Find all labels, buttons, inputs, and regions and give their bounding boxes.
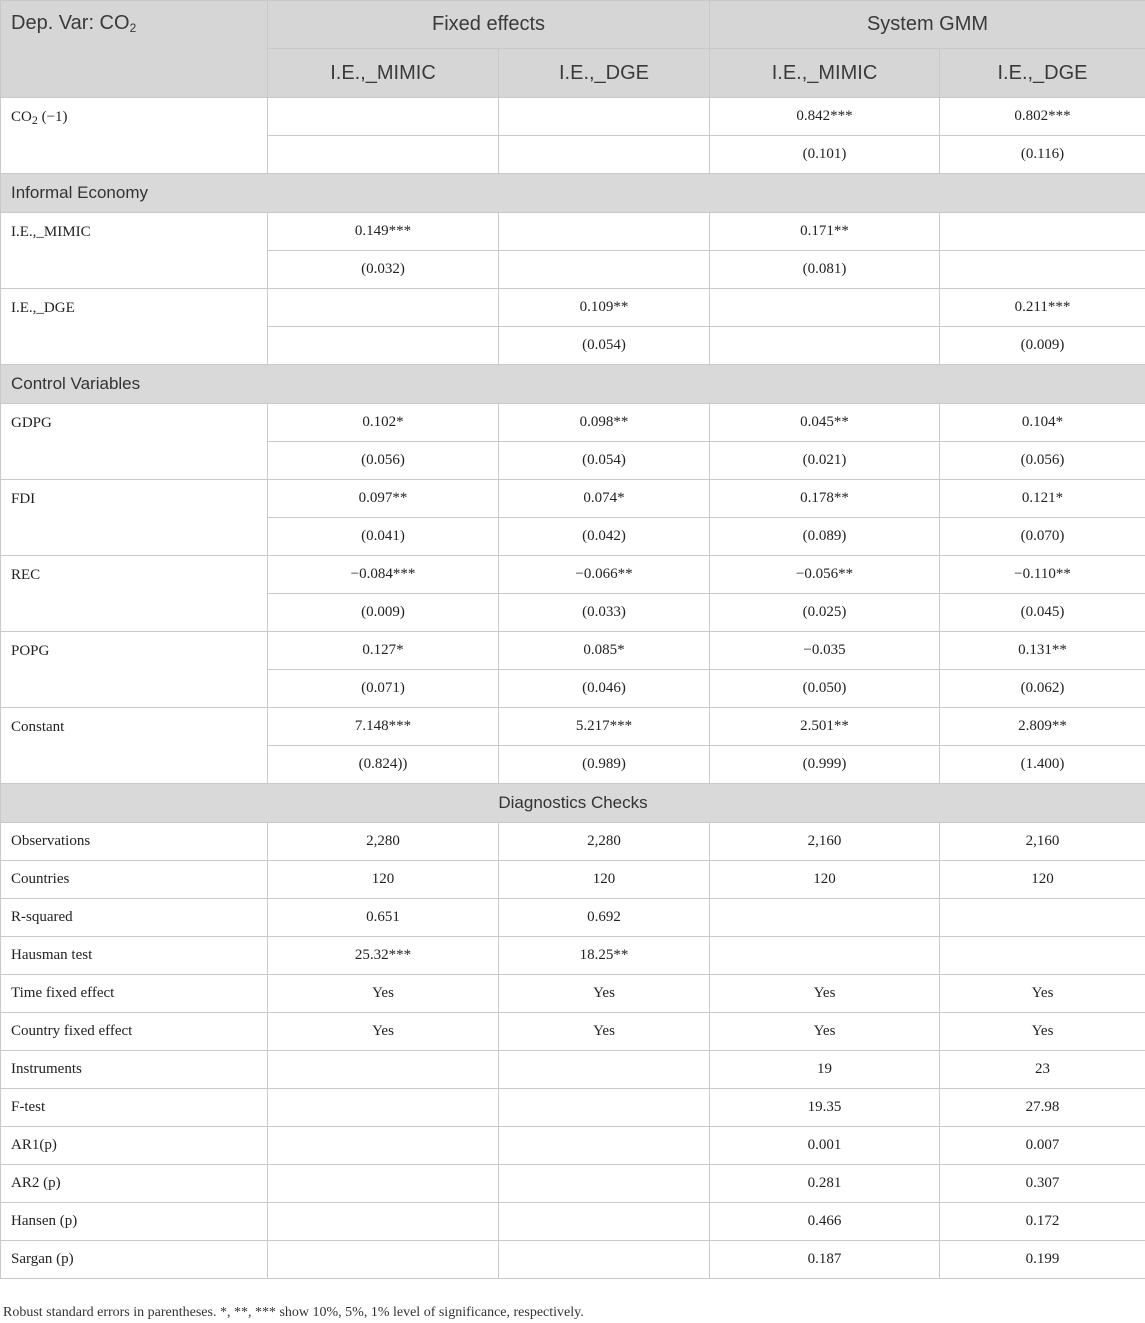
diagnostic-value-cell bbox=[940, 899, 1145, 937]
table-body bbox=[1, 98, 1145, 1279]
dependent-variable-header: Dep. Var: $CO_2$ bbox=[1, 1, 268, 98]
standard-error-cell: (0.101) bbox=[710, 136, 940, 174]
diagnostic-value-cell: Yes bbox=[499, 975, 710, 1013]
section-informal-economy bbox=[1, 174, 1145, 213]
column-header: I.E.,_MIMIC bbox=[268, 49, 499, 98]
row-label: FDI bbox=[1, 480, 268, 556]
row-label: I.E.,_MIMIC bbox=[1, 213, 268, 289]
coefficient-cell: 0.109** bbox=[499, 289, 710, 327]
column-header: I.E.,_MIMIC bbox=[710, 49, 940, 98]
diagnostic-value-cell: 2,280 bbox=[268, 823, 499, 861]
diagnostic-value-cell bbox=[710, 899, 940, 937]
diagnostic-value-cell bbox=[268, 1089, 499, 1127]
coefficient-cell: 0.171** bbox=[710, 213, 940, 251]
table-row bbox=[1, 213, 1145, 251]
row-label: Constant bbox=[1, 708, 268, 784]
diagnostic-value-cell: Yes bbox=[940, 975, 1145, 1013]
row-label: GDPG bbox=[1, 404, 268, 480]
row-label: Time fixed effect bbox=[1, 975, 268, 1013]
coefficient-cell bbox=[710, 289, 940, 327]
diagnostic-value-cell: 0.692 bbox=[499, 899, 710, 937]
coefficient-cell: 0.149*** bbox=[268, 213, 499, 251]
standard-error-cell: (0.056) bbox=[268, 442, 499, 480]
row-label: Observations bbox=[1, 823, 268, 861]
table-header bbox=[1, 1, 1145, 98]
coefficient-cell bbox=[499, 213, 710, 251]
table-row bbox=[1, 1051, 1145, 1089]
row-label: Country fixed effect bbox=[1, 1013, 268, 1051]
column-header: I.E.,_DGE bbox=[499, 49, 710, 98]
standard-error-cell: (0.021) bbox=[710, 442, 940, 480]
table-row bbox=[1, 1013, 1145, 1051]
diagnostic-value-cell bbox=[940, 937, 1145, 975]
coefficient-cell: 0.211*** bbox=[940, 289, 1145, 327]
diagnostic-value-cell: 0.199 bbox=[940, 1241, 1145, 1279]
table-row bbox=[1, 823, 1145, 861]
row-label: R-squared bbox=[1, 899, 268, 937]
diagnostic-value-cell bbox=[499, 1165, 710, 1203]
diagnostic-value-cell bbox=[268, 1203, 499, 1241]
table-row bbox=[1, 98, 1145, 136]
diagnostic-value-cell: Yes bbox=[499, 1013, 710, 1051]
standard-error-cell: (0.054) bbox=[499, 442, 710, 480]
coefficient-cell: 0.098** bbox=[499, 404, 710, 442]
row-label: Hansen (p) bbox=[1, 1203, 268, 1241]
table-row bbox=[1, 1089, 1145, 1127]
coefficient-cell: 0.802*** bbox=[940, 98, 1145, 136]
section-title: Diagnostics Checks bbox=[1, 784, 1145, 823]
standard-error-cell bbox=[499, 136, 710, 174]
diagnostic-value-cell: 0.187 bbox=[710, 1241, 940, 1279]
diagnostic-value-cell: Yes bbox=[940, 1013, 1145, 1051]
section-title: Control Variables bbox=[1, 365, 1145, 404]
diagnostic-value-cell: Yes bbox=[268, 1013, 499, 1051]
table-row bbox=[1, 404, 1145, 442]
diagnostic-value-cell bbox=[499, 1241, 710, 1279]
coefficient-cell: 0.842*** bbox=[710, 98, 940, 136]
diagnostic-value-cell: Yes bbox=[268, 975, 499, 1013]
coefficient-cell bbox=[499, 98, 710, 136]
diagnostic-value-cell bbox=[499, 1089, 710, 1127]
standard-error-cell: (0.081) bbox=[710, 251, 940, 289]
coefficient-cell bbox=[268, 289, 499, 327]
coefficient-cell: 0.127* bbox=[268, 632, 499, 670]
standard-error-cell bbox=[940, 251, 1145, 289]
diagnostic-value-cell: 19.35 bbox=[710, 1089, 940, 1127]
section-control-variables bbox=[1, 365, 1145, 404]
row-label: POPG bbox=[1, 632, 268, 708]
standard-error-cell: (0.042) bbox=[499, 518, 710, 556]
row-label: Hausman test bbox=[1, 937, 268, 975]
standard-error-cell bbox=[268, 327, 499, 365]
coefficient-cell bbox=[940, 213, 1145, 251]
row-label: AR1(p) bbox=[1, 1127, 268, 1165]
diagnostic-value-cell: Yes bbox=[710, 1013, 940, 1051]
coefficient-cell: −0.035 bbox=[710, 632, 940, 670]
section-diagnostics-checks bbox=[1, 784, 1145, 823]
standard-error-cell: (0.009) bbox=[940, 327, 1145, 365]
diagnostic-value-cell bbox=[710, 937, 940, 975]
diagnostic-value-cell: 2,280 bbox=[499, 823, 710, 861]
diagnostic-value-cell: 19 bbox=[710, 1051, 940, 1089]
row-label: $CO_2$ (−1) bbox=[1, 98, 268, 174]
table-row bbox=[1, 480, 1145, 518]
standard-error-cell: (0.062) bbox=[940, 670, 1145, 708]
table-footnote: Robust standard errors in parentheses. *, **, *** show 10%, 5%, 1% level of significance, respectively. bbox=[3, 1305, 584, 1320]
diagnostic-value-cell bbox=[268, 1127, 499, 1165]
coefficient-cell: 0.178** bbox=[710, 480, 940, 518]
standard-error-cell: (0.056) bbox=[940, 442, 1145, 480]
system-gmm-group-header: System GMM bbox=[710, 1, 1145, 49]
coefficient-cell: 0.045** bbox=[710, 404, 940, 442]
coefficient-cell: −0.066** bbox=[499, 556, 710, 594]
standard-error-cell bbox=[710, 327, 940, 365]
standard-error-cell: (0.009) bbox=[268, 594, 499, 632]
standard-error-cell: (0.054) bbox=[499, 327, 710, 365]
diagnostic-value-cell: 23 bbox=[940, 1051, 1145, 1089]
diagnostic-value-cell: 0.307 bbox=[940, 1165, 1145, 1203]
coefficient-cell: 0.097** bbox=[268, 480, 499, 518]
coefficient-cell: 0.131** bbox=[940, 632, 1145, 670]
standard-error-cell: (0.824)) bbox=[268, 746, 499, 784]
diagnostic-value-cell: 0.007 bbox=[940, 1127, 1145, 1165]
coefficient-cell: 0.085* bbox=[499, 632, 710, 670]
coefficient-cell bbox=[268, 98, 499, 136]
coefficient-cell: −0.084*** bbox=[268, 556, 499, 594]
standard-error-cell: (0.045) bbox=[940, 594, 1145, 632]
standard-error-cell: (0.033) bbox=[499, 594, 710, 632]
coefficient-cell: 2.809** bbox=[940, 708, 1145, 746]
diagnostic-value-cell: 120 bbox=[499, 861, 710, 899]
diagnostic-value-cell bbox=[499, 1203, 710, 1241]
row-label: REC bbox=[1, 556, 268, 632]
row-label: Countries bbox=[1, 861, 268, 899]
table-row bbox=[1, 1203, 1145, 1241]
diagnostic-value-cell bbox=[499, 1051, 710, 1089]
standard-error-cell: (0.050) bbox=[710, 670, 940, 708]
diagnostic-value-cell: 25.32*** bbox=[268, 937, 499, 975]
table-row bbox=[1, 289, 1145, 327]
diagnostic-value-cell bbox=[268, 1165, 499, 1203]
coefficient-cell: −0.110** bbox=[940, 556, 1145, 594]
diagnostic-value-cell: 27.98 bbox=[940, 1089, 1145, 1127]
fixed-effects-group-header: Fixed effects bbox=[268, 1, 710, 49]
header-row-groups bbox=[1, 1, 1145, 49]
coefficient-cell: 7.148*** bbox=[268, 708, 499, 746]
row-label: Instruments bbox=[1, 1051, 268, 1089]
diagnostic-value-cell: 120 bbox=[940, 861, 1145, 899]
coefficient-cell: 0.074* bbox=[499, 480, 710, 518]
diagnostic-value-cell: 0.281 bbox=[710, 1165, 940, 1203]
diagnostic-value-cell: 0.172 bbox=[940, 1203, 1145, 1241]
standard-error-cell: (0.089) bbox=[710, 518, 940, 556]
standard-error-cell: (0.999) bbox=[710, 746, 940, 784]
diagnostic-value-cell: 18.25** bbox=[499, 937, 710, 975]
diagnostic-value-cell bbox=[268, 1051, 499, 1089]
coefficient-cell: 0.104* bbox=[940, 404, 1145, 442]
standard-error-cell: (0.032) bbox=[268, 251, 499, 289]
standard-error-cell bbox=[499, 251, 710, 289]
row-label: F-test bbox=[1, 1089, 268, 1127]
table-row bbox=[1, 1127, 1145, 1165]
coefficient-cell: 5.217*** bbox=[499, 708, 710, 746]
diagnostic-value-cell: Yes bbox=[710, 975, 940, 1013]
diagnostic-value-cell: 0.651 bbox=[268, 899, 499, 937]
row-label: AR2 (p) bbox=[1, 1165, 268, 1203]
diagnostic-value-cell: 120 bbox=[710, 861, 940, 899]
diagnostic-value-cell bbox=[268, 1241, 499, 1279]
coefficient-cell: 2.501** bbox=[710, 708, 940, 746]
diagnostic-value-cell: 2,160 bbox=[710, 823, 940, 861]
diagnostic-value-cell: 0.466 bbox=[710, 1203, 940, 1241]
coefficient-cell: 0.102* bbox=[268, 404, 499, 442]
diagnostic-value-cell: 0.001 bbox=[710, 1127, 940, 1165]
section-title: Informal Economy bbox=[1, 174, 1145, 213]
table-row bbox=[1, 1241, 1145, 1279]
column-header: I.E.,_DGE bbox=[940, 49, 1145, 98]
standard-error-cell: (0.116) bbox=[940, 136, 1145, 174]
diagnostic-value-cell bbox=[499, 1127, 710, 1165]
coefficient-cell: −0.056** bbox=[710, 556, 940, 594]
standard-error-cell: (0.025) bbox=[710, 594, 940, 632]
standard-error-cell: (0.041) bbox=[268, 518, 499, 556]
standard-error-cell: (0.046) bbox=[499, 670, 710, 708]
standard-error-cell: (0.071) bbox=[268, 670, 499, 708]
table-row bbox=[1, 975, 1145, 1013]
table-row bbox=[1, 632, 1145, 670]
row-label: Sargan (p) bbox=[1, 1241, 268, 1279]
standard-error-cell bbox=[268, 136, 499, 174]
standard-error-cell: (0.070) bbox=[940, 518, 1145, 556]
standard-error-cell: (1.400) bbox=[940, 746, 1145, 784]
row-label: I.E.,_DGE bbox=[1, 289, 268, 365]
table-row bbox=[1, 708, 1145, 746]
table-row bbox=[1, 861, 1145, 899]
standard-error-cell: (0.989) bbox=[499, 746, 710, 784]
table-row bbox=[1, 556, 1145, 594]
diagnostic-value-cell: 120 bbox=[268, 861, 499, 899]
table-row bbox=[1, 899, 1145, 937]
table-row bbox=[1, 937, 1145, 975]
diagnostic-value-cell: 2,160 bbox=[940, 823, 1145, 861]
coefficient-cell: 0.121* bbox=[940, 480, 1145, 518]
table-row bbox=[1, 1165, 1145, 1203]
